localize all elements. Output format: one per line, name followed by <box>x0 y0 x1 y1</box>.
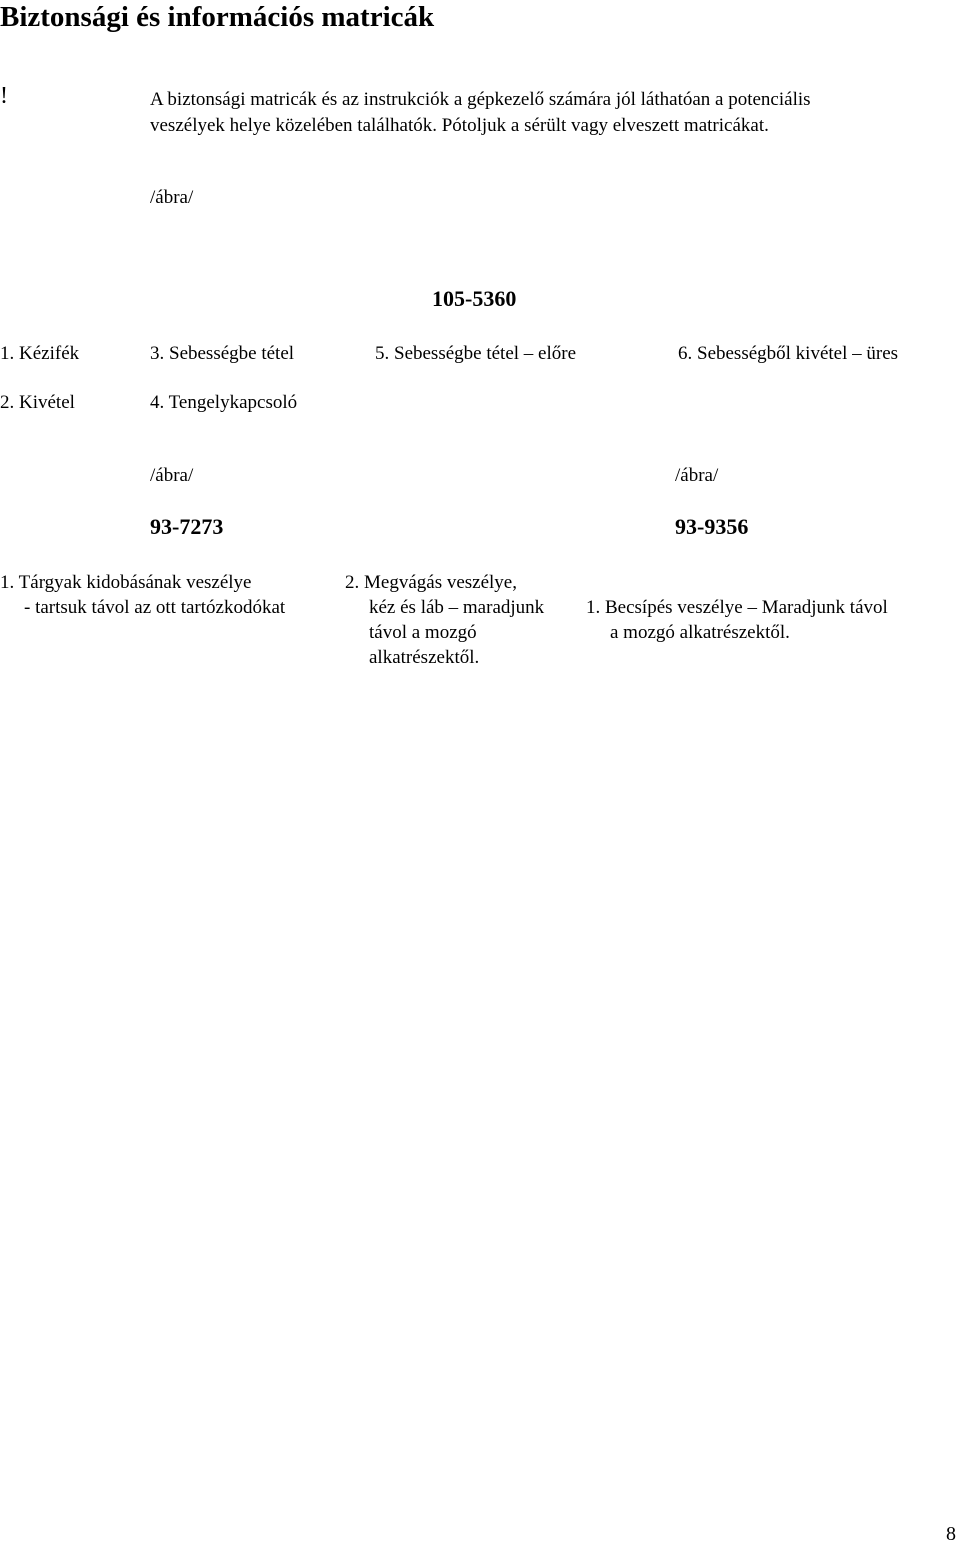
warning-bullet: ! <box>0 83 8 109</box>
intro-line-2: veszélyek helye közelében találhatók. Pótoljuk a sérült vagy elveszett matricákat. <box>150 115 769 136</box>
decal2-item-2-line-1: 2. Megvágás veszélye, <box>345 572 517 593</box>
intro-line-1: A biztonsági matricák és az instrukciók a gépkezelő számára jól láthatóan a potenciális <box>150 89 811 110</box>
decal1-item-6: 6. Sebességből kivétel – üres <box>678 343 899 364</box>
decal2-item-2-line-2: kéz és láb – maradjunk <box>369 597 545 618</box>
page-title: Biztonsági és információs matricák <box>0 1 435 33</box>
decal1-item-5: 5. Sebességbe tétel – előre <box>375 343 577 364</box>
decal2-item-2-line-4: alkatrészektől. <box>369 647 480 668</box>
decal3-item-1-line-1: 1. Becsípés veszélye – Maradjunk távol <box>586 597 888 618</box>
decal1-item-2: 2. Kivétel <box>0 392 75 413</box>
decal1-item-3: 3. Sebességbe tétel <box>150 343 295 364</box>
decal1-item-1: 1. Kézifék <box>0 343 80 364</box>
decal-code-105-5360: 105-5360 <box>432 286 517 311</box>
decal1-item-4: 4. Tengelykapcsoló <box>150 392 298 413</box>
figure-placeholder-2: /ábra/ <box>150 465 194 486</box>
decal2-item-1-line-1: 1. Tárgyak kidobásának veszélye <box>0 572 252 593</box>
page-number: 8 <box>946 1523 956 1545</box>
figure-placeholder-1: /ábra/ <box>150 187 194 208</box>
decal2-item-1-line-2: - tartsuk távol az ott tartózkodókat <box>24 597 286 618</box>
decal3-item-1-line-2: a mozgó alkatrészektől. <box>610 622 790 643</box>
figure-placeholder-3: /ábra/ <box>675 465 719 486</box>
decal-code-93-9356: 93-9356 <box>675 514 749 539</box>
decal2-item-2-line-3: távol a mozgó <box>369 622 477 643</box>
decal-code-93-7273: 93-7273 <box>150 514 224 539</box>
